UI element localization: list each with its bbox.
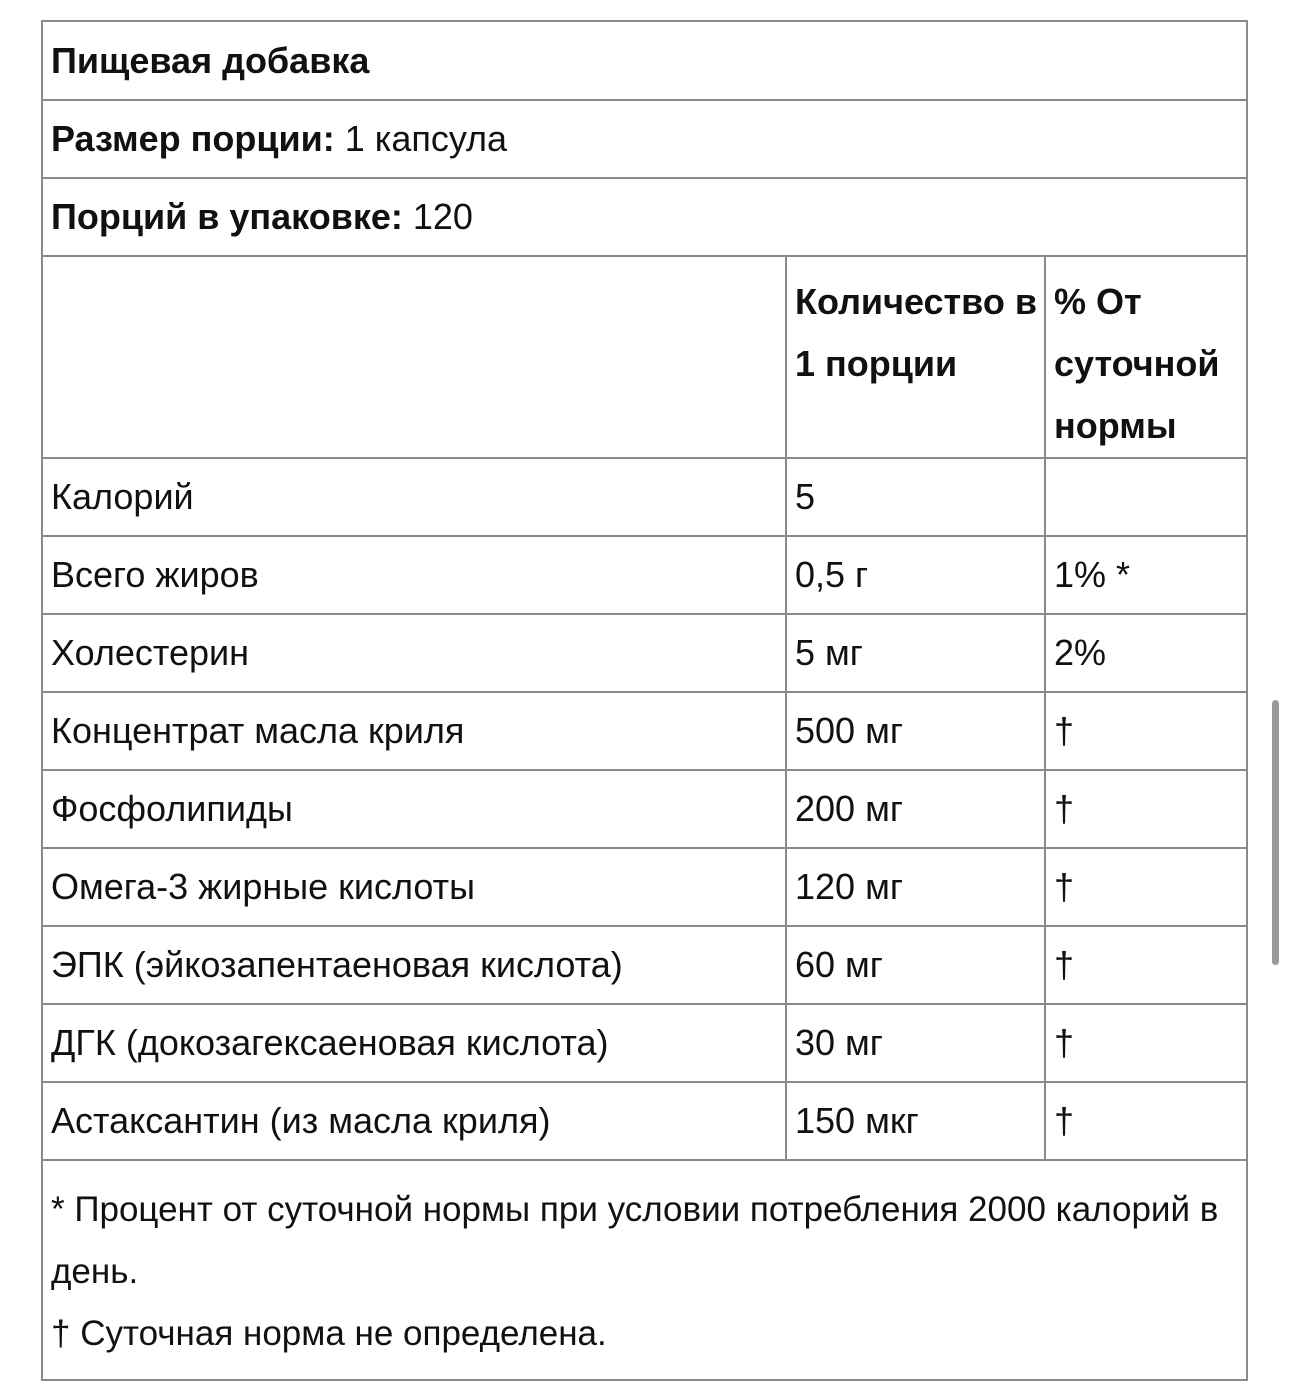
servings-per-container-value: 120	[412, 196, 473, 237]
footnotes	[43, 1161, 1246, 1379]
table-row	[43, 615, 1246, 693]
supplement-facts-table	[41, 20, 1248, 1381]
servings-per-container-row	[43, 179, 1246, 257]
amount-cell: 150 мкг	[787, 1083, 1046, 1159]
table-row	[43, 927, 1246, 1005]
nutrient-cell: Всего жиров	[43, 537, 787, 613]
table-row	[43, 849, 1246, 927]
daily-value-cell: †	[1054, 710, 1075, 751]
nutrient-cell: Калорий	[43, 459, 787, 535]
daily-value-cell: †	[1054, 788, 1075, 829]
amount-cell: 5	[787, 459, 1046, 535]
serving-size-label: Размер порции:	[51, 118, 335, 159]
table-row	[43, 1083, 1246, 1161]
nutrient-cell: ДГК (докозагексаеновая кислота)	[43, 1005, 787, 1081]
nutrient-cell: Омега-3 жирные кислоты	[43, 849, 787, 925]
table-row	[43, 693, 1246, 771]
amount-cell: 200 мг	[787, 771, 1046, 847]
table-row	[43, 771, 1246, 849]
daily-value-cell	[1046, 459, 1246, 535]
daily-value-cell: 1% *	[1054, 554, 1131, 595]
header-daily-value: % От суточной нормы	[1054, 281, 1220, 446]
daily-value-cell: †	[1054, 944, 1075, 985]
serving-size-row	[43, 101, 1246, 179]
servings-per-container-label: Порций в упаковке:	[51, 196, 403, 237]
nutrient-cell: ЭПК (эйкозапентаеновая кислота)	[43, 927, 787, 1003]
scrollbar-thumb[interactable]	[1272, 700, 1279, 965]
amount-cell: 5 мг	[787, 615, 1046, 691]
table-row	[43, 1005, 1246, 1083]
daily-value-cell: 2%	[1054, 632, 1107, 673]
table-header-row	[43, 257, 1246, 459]
daily-value-cell: †	[1054, 1100, 1075, 1141]
amount-cell: 120 мг	[787, 849, 1046, 925]
amount-cell: 30 мг	[787, 1005, 1046, 1081]
footnote-daily-value: * Процент от суточной нормы при условии потребления 2000 калорий в день.	[51, 1190, 1219, 1291]
nutrient-cell: Астаксантин (из масла криля)	[43, 1083, 787, 1159]
table-row	[43, 459, 1246, 537]
panel-title-row	[43, 22, 1246, 101]
daily-value-cell: †	[1054, 866, 1075, 907]
amount-cell: 0,5 г	[787, 537, 1046, 613]
header-nutrient	[43, 257, 787, 457]
nutrient-cell: Фосфолипиды	[43, 771, 787, 847]
nutrient-cell: Концентрат масла криля	[43, 693, 787, 769]
header-amount: Количество в 1 порции	[787, 257, 1046, 457]
amount-cell: 500 мг	[787, 693, 1046, 769]
daily-value-cell: †	[1054, 1022, 1075, 1063]
amount-cell: 60 мг	[787, 927, 1046, 1003]
nutrient-cell: Холестерин	[43, 615, 787, 691]
footnote-not-established: † Суточная норма не определена.	[51, 1314, 607, 1353]
panel-title: Пищевая добавка	[51, 39, 370, 81]
serving-size-value: 1 капсула	[344, 118, 508, 159]
table-row	[43, 537, 1246, 615]
